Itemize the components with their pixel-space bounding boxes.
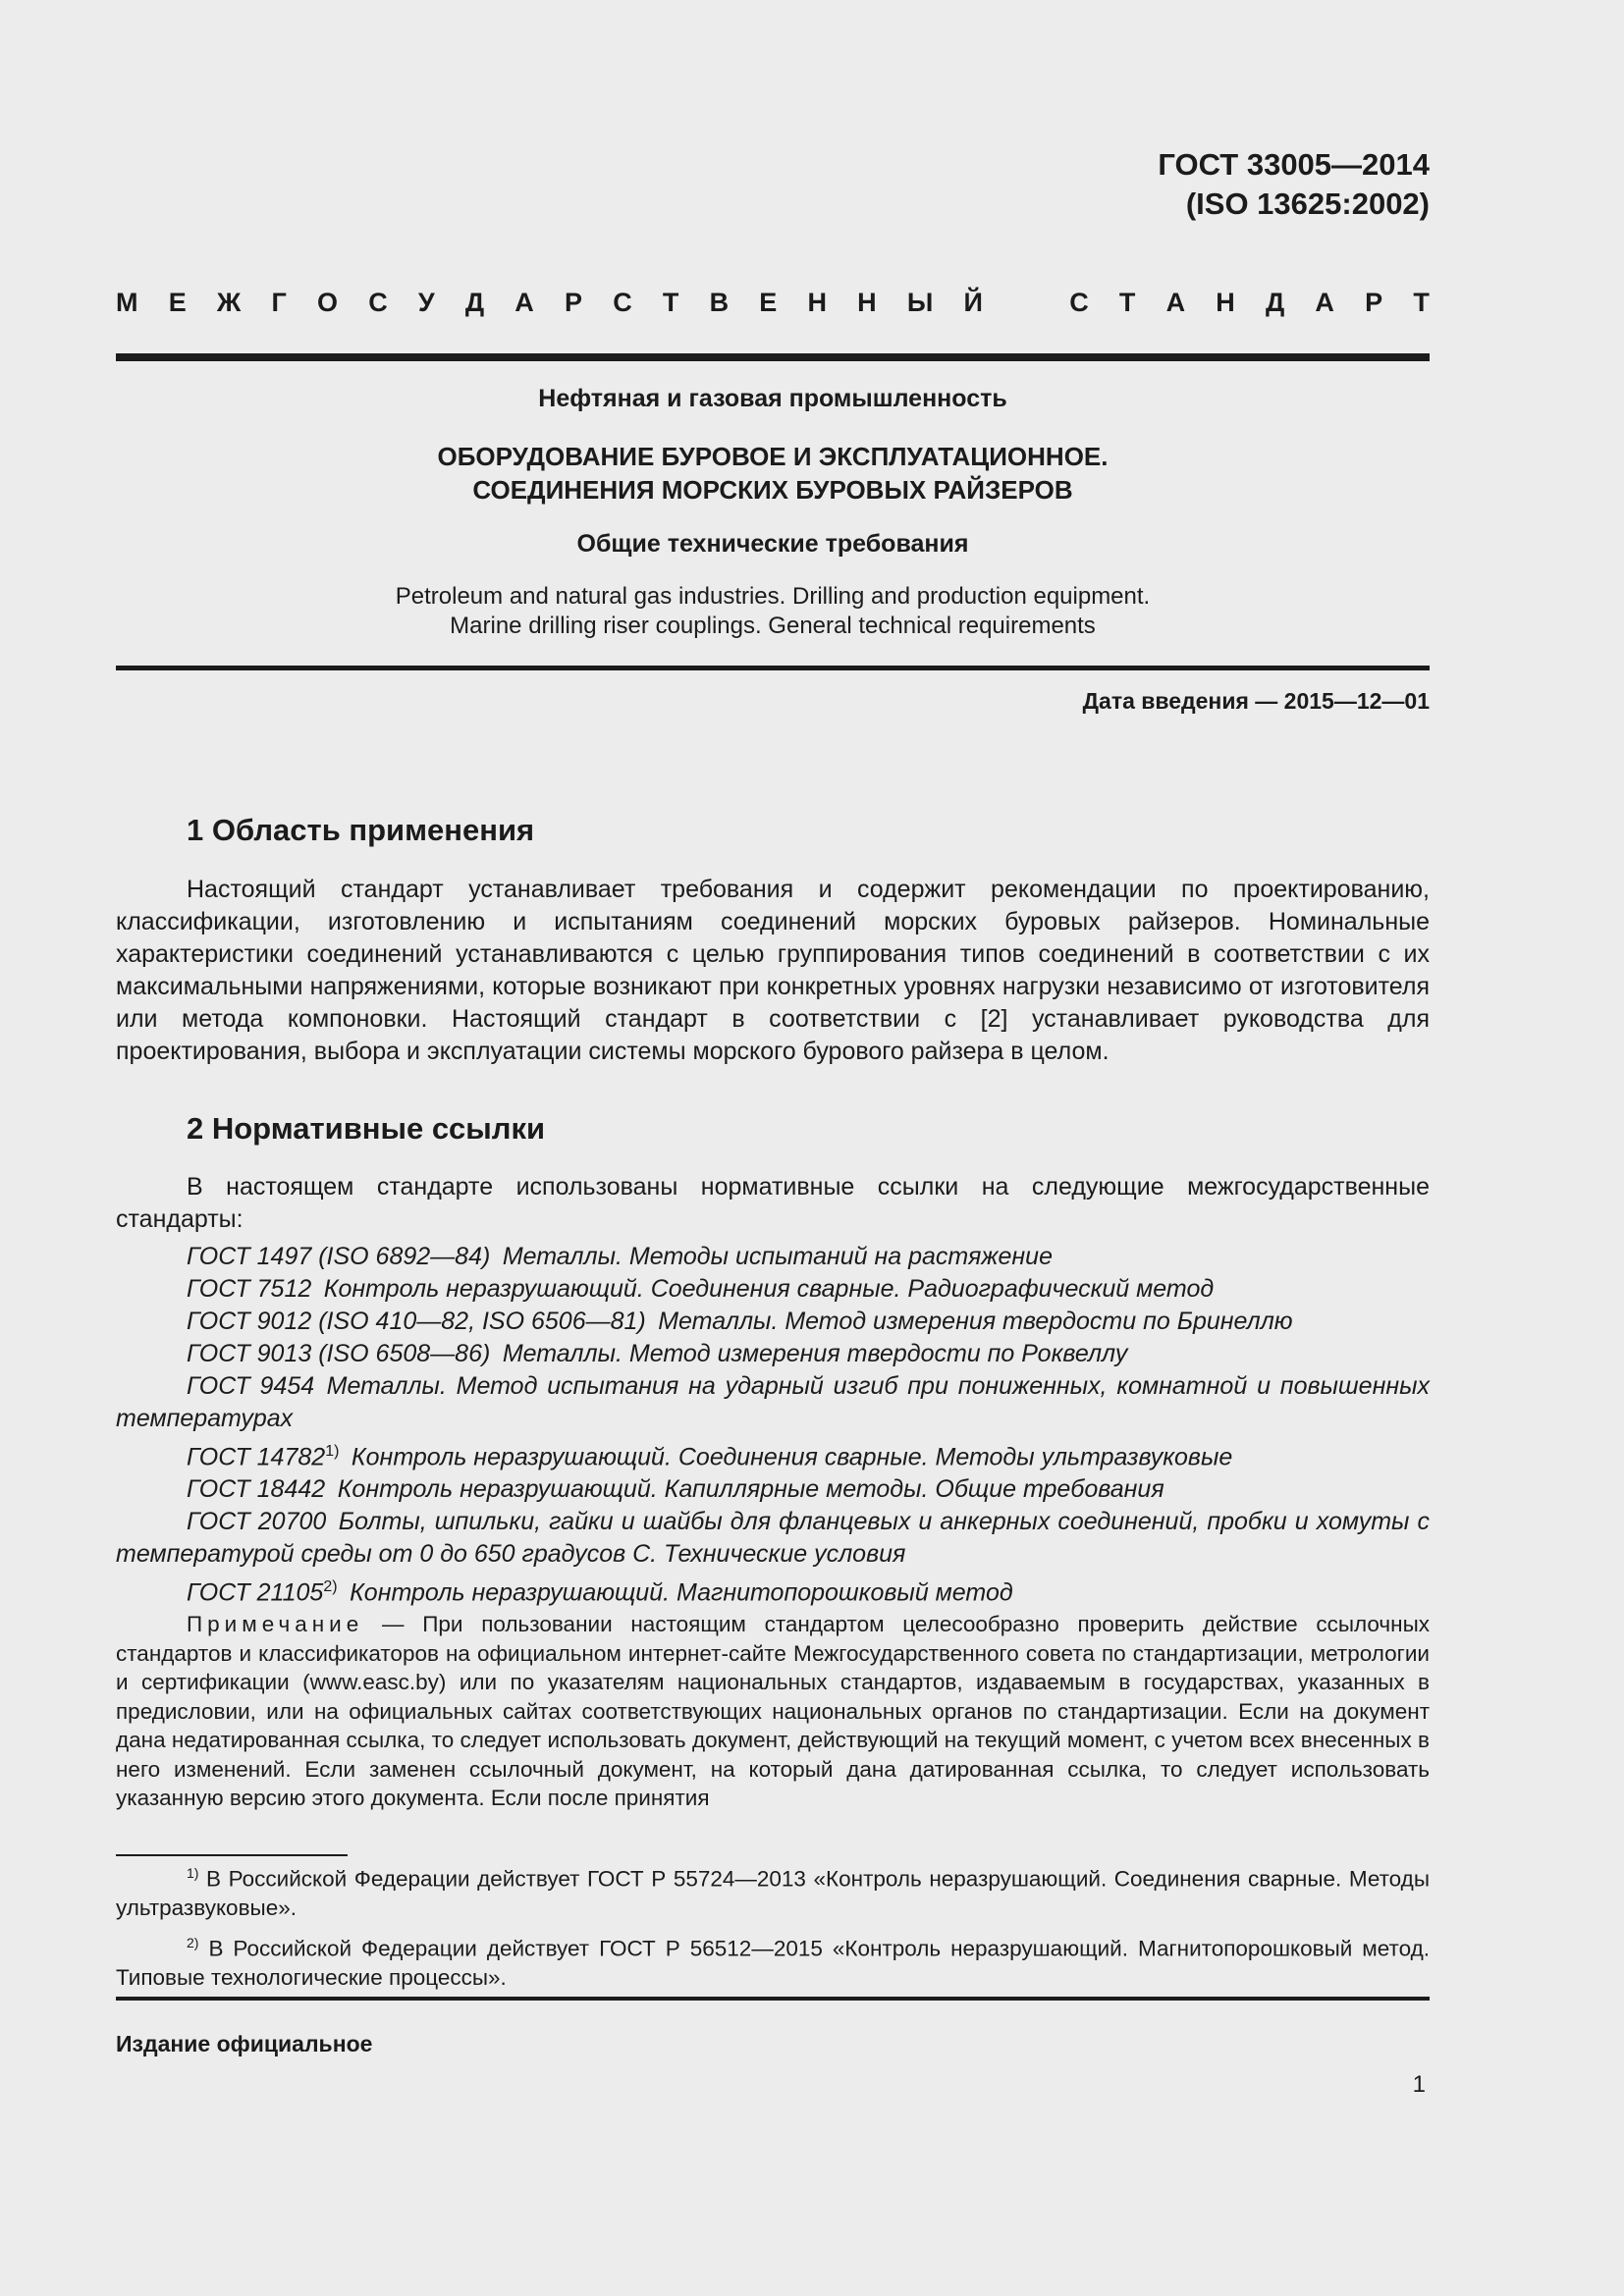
banner-letter: А [1165,288,1186,317]
banner-letter: Н [857,288,877,317]
iso-equivalent: (ISO 13625:2002) [1185,187,1430,221]
reference-code: ГОСТ 9013 (ISO 6508—86) [187,1340,491,1367]
banner-letter: Г [271,288,287,317]
banner-letter: Ы [906,288,934,317]
page-number: 1 [1412,2071,1426,2098]
banner-letter: Р [1365,288,1383,317]
banner-letter: О [316,288,338,317]
banner-letter: Н [807,288,827,317]
note-paragraph [116,1610,1430,1813]
footnote-mark: 1) [187,1865,199,1881]
reference-title: Болты, шпильки, гайки и шайбы для фланцевых и анкерных соединений, пробки и хомуты с температурой среды от 0 до 650 градусов С. Технические условия [116,1508,1430,1569]
reference-item [116,1338,1430,1370]
banner-letter: А [514,288,534,317]
reference-code: ГОСТ 21105 [187,1578,324,1607]
reference-item [116,1506,1430,1571]
note-text: — При пользовании настоящим стандартом целесообразно проверить действие ссылочных стандартов и классификаторов на официальном интернет-сайте Межгосударственного совета по стандартизации, метрологии и сертификации (www.easc.by) или по указателям национальных стандартов, издаваемым в государствах, указанных в предисловии, или на официальных сайтах соответствующих национальных органов по стандартизации. Если на документ дана недатированная ссылка, то следует использовать документ, действующий на текущий момент, с учетом всех внесенных в него изменений. Если заменен ссылочный документ, на который дана датированная ссылка, то следует использовать указанную версию этого документа. Если после принятия [116,1612,1430,1810]
reference-item [116,1370,1430,1435]
reference-title: Контроль неразрушающий. Капиллярные методы. Общие требования [337,1475,1164,1504]
reference-title: Металлы. Метод измерения твердости по Роквеллу [502,1340,1128,1367]
reference-code: ГОСТ 20700 [187,1508,327,1536]
banner-letter: Д [1265,288,1285,317]
banner-letter: Ж [216,288,242,317]
reference-title: Контроль неразрушающий. Соединения сварные. Радиографический метод [323,1275,1215,1303]
official-edition-label: Издание официальное [116,2031,373,2056]
reference-item [116,1473,1430,1506]
footnote-marker: 2) [323,1578,338,1596]
banner-letter: Т [662,288,679,317]
reference-code: ГОСТ 9454 [187,1372,315,1400]
reference-item [116,1306,1430,1338]
section-1-text: Настоящий стандарт устанавливает требования и содержит рекомендации по проектированию, классификации, изготовлению и испытаниям соединений морских буровых райзеров. Номинальные характеристики соединений устанавливаются с целью группирования типов соединений в соответствии с их максимальными напряжениями, которые возникают при конкретных уровнях нагрузки независимо от изготовителя или метода компоновки. Настоящий стандарт в соответствии с [2] устанавливает руководства для проектирования, выбора и эксплуатации системы морского бурового райзера в целом. [116,876,1430,1065]
reference-code: ГОСТ 7512 [187,1275,312,1303]
reference-title: Металлы. Методы испытаний на растяжение [502,1243,1053,1270]
banner-letter: Й [963,288,983,317]
title-line-2: СОЕДИНЕНИЯ МОРСКИХ БУРОВЫХ РАЙЗЕРОВ [472,475,1073,505]
title-block-rule [116,666,1430,670]
footnote-item [116,1929,1430,1993]
section-1-heading: 1 Область применения [187,813,535,847]
reference-title: Металлы. Метод испытания на ударный изгиб при пониженных, комнатной и повышенных температурах [116,1372,1430,1432]
section-2-heading: 2 Нормативные ссылки [187,1111,546,1146]
footnote-mark: 2) [187,1934,199,1950]
banner-letter: Е [168,288,187,317]
banner-letter: В [709,288,730,317]
reference-item [116,1241,1430,1273]
reference-item [116,1273,1430,1306]
banner-letter: С [1069,288,1089,317]
banner-letter: Т [1118,288,1136,317]
banner-letter: Р [564,288,582,317]
note-label: Примечание [187,1612,364,1636]
banner-letter: Т [1413,288,1430,317]
footnote-separator [116,1854,348,1856]
standard-identifier [1158,145,1430,224]
footnote-text: В Российской Федерации действует ГОСТ Р 56512—2015 «Контроль неразрушающий. Магнитопорошковый метод. Типовые технологические процессы». [116,1936,1430,1990]
section-2-intro: В настоящем стандарте использованы нормативные ссылки на следующие межгосударственные стандарты: [116,1173,1430,1233]
reference-item [116,1435,1430,1473]
banner-letter: М [116,288,138,317]
banner-letter: С [613,288,632,317]
footer-rule [116,1997,1430,2001]
reference-title: Металлы. Метод измерения твердости по Бринеллю [658,1308,1293,1335]
reference-code: ГОСТ 18442 [187,1475,326,1504]
reference-code: ГОСТ 9012 (ISO 410—82, ISO 6506—81) [187,1308,646,1335]
footnote-marker: 1) [325,1443,340,1460]
subject-area: Нефтяная и газовая промышленность [538,385,1007,412]
banner-letter: Д [464,288,485,317]
english-title [116,582,1430,641]
normative-references-list [116,1241,1430,1610]
reference-item [116,1571,1430,1609]
footnote-item [116,1859,1430,1923]
interstate-standard-banner [116,285,1430,320]
reference-title: Контроль неразрушающий. Магнитопорошковый метод [350,1578,1013,1607]
footnote-text: В Российской Федерации действует ГОСТ Р 55724—2013 «Контроль неразрушающий. Соединения сварные. Методы ультразвуковые». [116,1866,1430,1920]
banner-letter: С [368,288,388,317]
banner-letter: А [1315,288,1334,317]
standard-number: ГОСТ 33005—2014 [1158,147,1430,182]
reference-code: ГОСТ 1497 (ISO 6892—84) [187,1243,491,1270]
document-subtitle: Общие технические требования [576,530,969,558]
reference-code: ГОСТ 14782 [187,1443,326,1471]
footnotes [116,1859,1430,1998]
title-line-1: ОБОРУДОВАНИЕ БУРОВОЕ И ЭКСПЛУАТАЦИОННОЕ. [437,442,1109,471]
banner-word-gap [1013,285,1039,320]
introduction-date: Дата введения — 2015—12—01 [1082,688,1430,714]
banner-letter: Н [1216,288,1235,317]
english-title-line-2: Marine drilling riser couplings. General technical requirements [450,613,1096,639]
banner-letter: У [417,288,435,317]
document-title [116,440,1430,507]
header-rule [116,353,1430,361]
english-title-line-1: Petroleum and natural gas industries. Drilling and production equipment. [395,583,1151,610]
banner-letter: Е [759,288,778,317]
reference-title: Контроль неразрушающий. Соединения сварные. Методы ультразвуковые [351,1443,1233,1471]
